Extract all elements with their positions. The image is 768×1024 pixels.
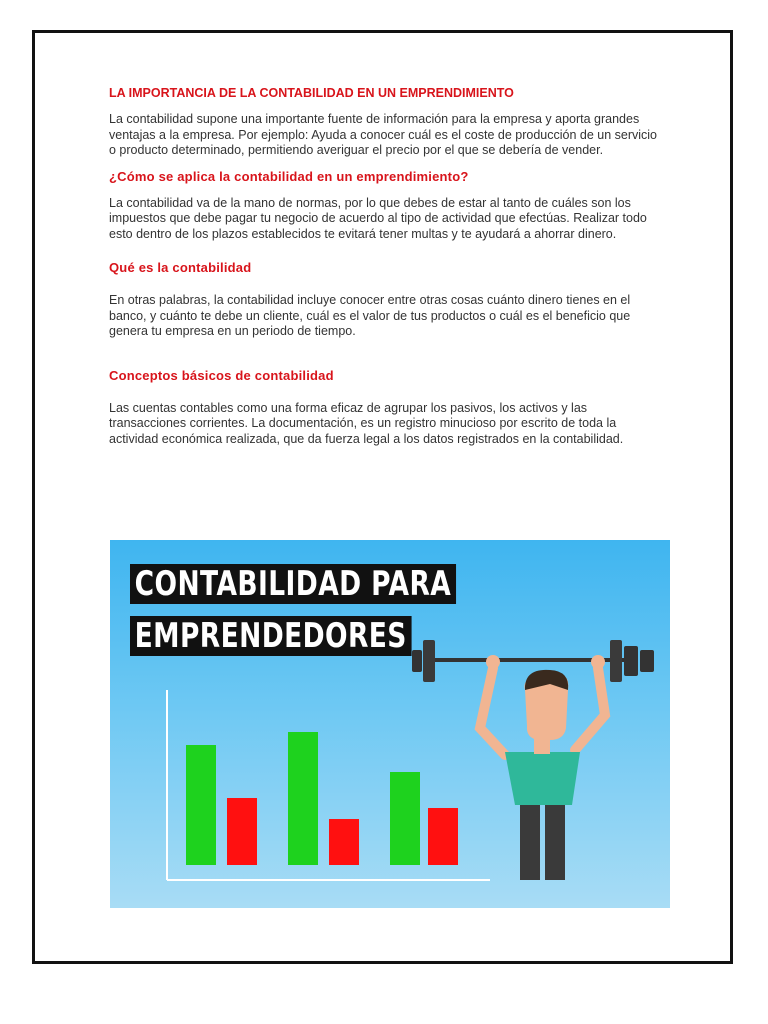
banner-line-1: CONTABILIDAD PARA <box>130 564 456 604</box>
bar-red-2 <box>329 819 359 865</box>
chart-and-weightlifter-graphic <box>110 540 670 908</box>
banner-line-2: EMPRENDEDORES <box>130 616 411 656</box>
intro-paragraph: La contabilidad supone una importante fuente de información para la empresa y aporta grandes ventajas a la empresa. Por ejemplo: Ayuda a conocer cuál es el coste de producción de un servicio o producto determinado, permitiendo averiguar el precio por el que se debería de vender. <box>109 112 658 157</box>
section-paragraph: La contabilidad va de la mano de normas, por lo que debes de estar al tanto de cuáles son los impuestos que debe pagar tu negocio de acuerdo al tipo de actividad que efectúas. Realizar todo esto dentro de los plazos establecidos te evitará tener multas y te ayudará a ahorrar dinero. <box>109 195 647 241</box>
bar-red-1 <box>227 798 257 865</box>
bar-green-2 <box>288 732 318 865</box>
section-paragraph: Las cuentas contables como una forma eficaz de agrupar los pasivos, los activos y las transacciones corrientes. La documentación, es un registro minucioso por escrito de toda la actividad económica realizada, que da fuerza legal a los datos registrados en la contabilidad. <box>109 400 624 446</box>
bar-green-3 <box>390 772 420 865</box>
document-body <box>109 86 669 447</box>
bar-green-1 <box>186 745 216 865</box>
accounting-illustration <box>110 540 670 908</box>
section-heading: Conceptos básicos de contabilidad <box>109 367 334 383</box>
section-paragraph: En otras palabras, la contabilidad incluye conocer entre otras cosas cuánto dinero tienes en el banco, y cuánto te debe un cliente, cuál es el valor de tus productos o cuál es el beneficio que genera tu empresa en un periodo de tiempo. <box>109 293 631 338</box>
bar-red-3 <box>428 808 458 865</box>
section-heading: Qué es la contabilidad <box>109 260 252 275</box>
weightlifter <box>480 655 605 880</box>
section-heading: ¿Cómo se aplica la contabilidad en un emprendimiento? <box>109 168 469 184</box>
document-title: LA IMPORTANCIA DE LA CONTABILIDAD EN UN EMPRENDIMIENTO <box>109 86 514 100</box>
